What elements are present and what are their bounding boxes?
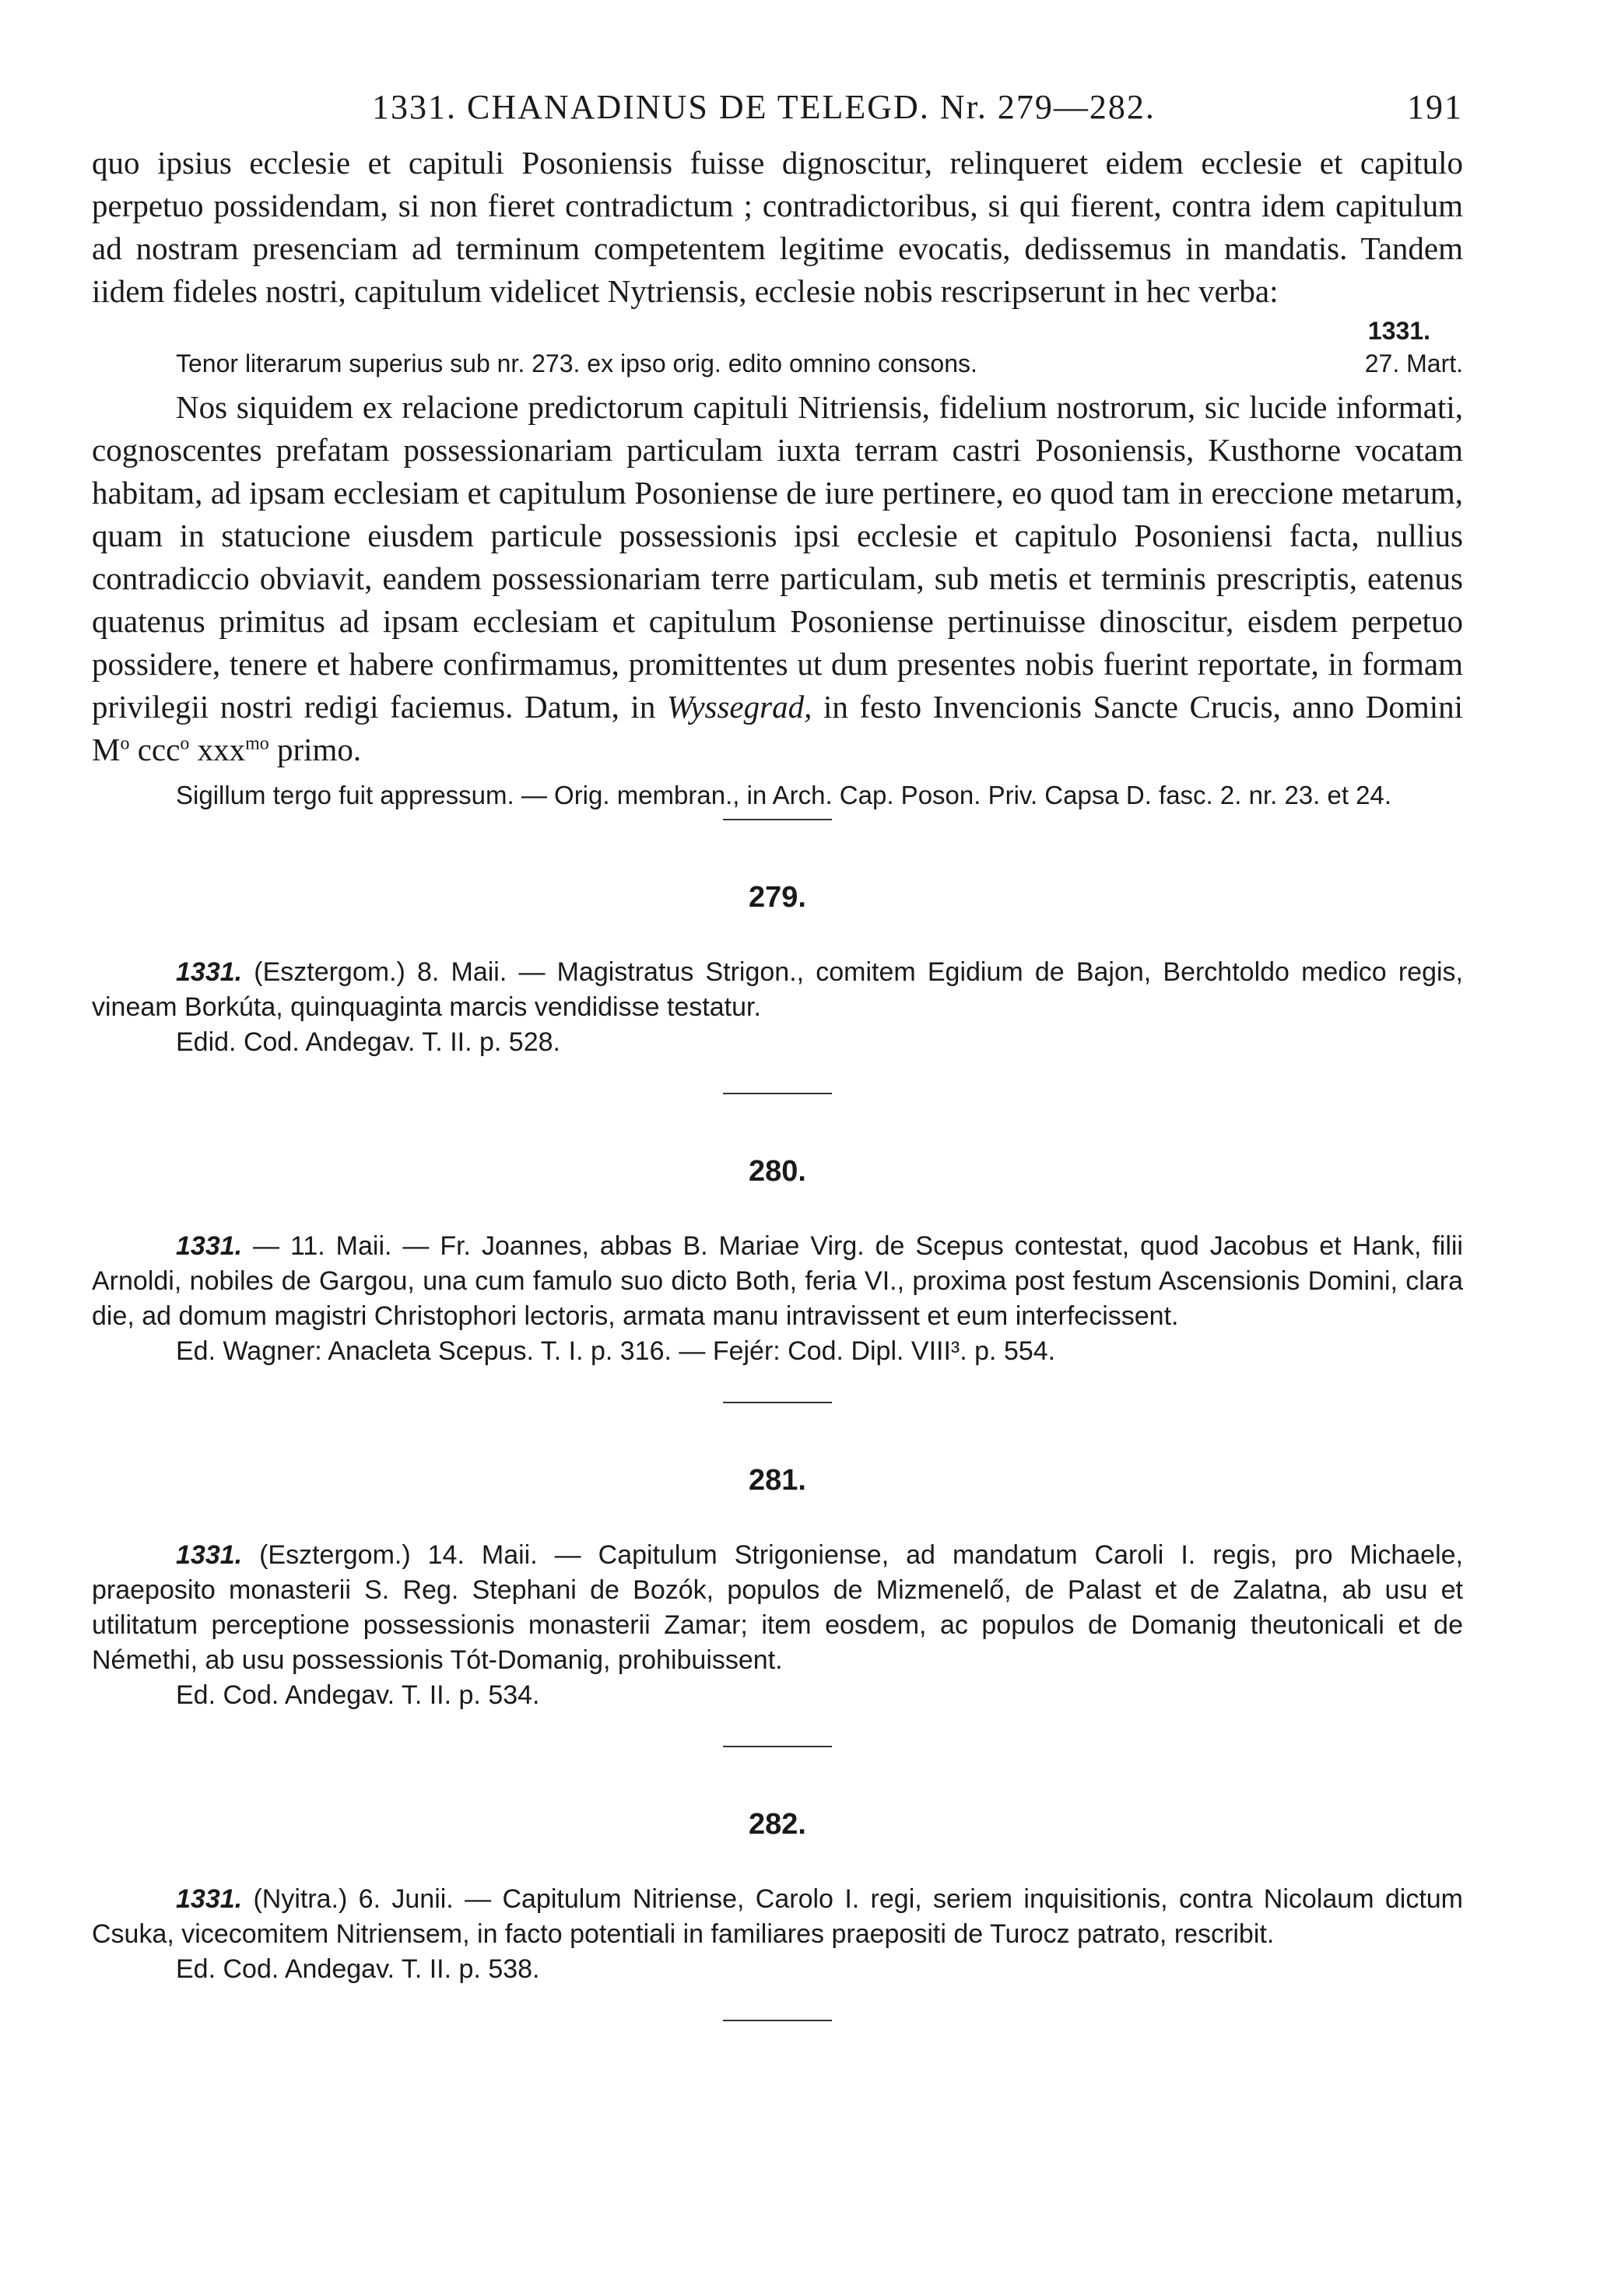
divider bbox=[723, 2020, 832, 2021]
numeral: primo. bbox=[268, 732, 362, 767]
continued-paragraph: quo ipsius ecclesie et capituli Posoniensis fuisse dignoscitur, relinqueret eidem ecclesie et capitulo perpetuo possidendam, si non fieret contradictum ; contradictoribus, si qui fierent, contra idem capitulum ad nostram presenciam ad terminum competentem legitime evocatis, dedissemus in mandatis. Tandem iidem fideles nostri, capitulum videlicet Nytriensis, ecclesie nobis rescripserunt in hec verba: bbox=[92, 145, 1463, 309]
entry-279 bbox=[92, 955, 1463, 1060]
entry-282 bbox=[92, 1882, 1463, 1987]
entry-year: 1331. bbox=[176, 1231, 243, 1261]
divider bbox=[723, 1402, 832, 1403]
entry-body: — 11. Maii. — Fr. Joannes, abbas B. Mariae Virg. de Scepus contestat, quod Jacobus et Hank, filii Arnoldi, nobiles de Gargou, una cum famulo suo dicto Both, feria VI., proxima post festum Ascensionis Domini, clara die, ad domum magistri Christophori lectoris, armata manu intravissent et eum interfecissent. bbox=[92, 1231, 1463, 1331]
entry-body: (Esztergom.) 8. Maii. — Magistratus Strigon., comitem Egidium de Bajon, Berchtoldo medico regis, vineam Borkúta, quinquaginta marcis vendidisse testatur. bbox=[92, 957, 1463, 1022]
header-title: 1331. CHANADINUS DE TELEGD. Nr. 279—282. bbox=[372, 88, 1156, 126]
tenor-year: 1331. bbox=[1367, 317, 1430, 345]
entry-text bbox=[92, 955, 1463, 1025]
superscript: o bbox=[120, 733, 130, 754]
running-header bbox=[92, 87, 1463, 142]
entry-number: 280. bbox=[749, 1155, 806, 1188]
entry-text bbox=[92, 1229, 1463, 1334]
entry-body: (Nyitra.) 6. Junii. — Capitulum Nitriense, Carolo I. regi, seriem inquisitionis, contra Nicolaum dictum Csuka, vicecomitem Nitriensem, in facto potentiali in familiares praepositi de Turocz patrato, rescribit. bbox=[92, 1884, 1463, 1949]
entry-body: (Esztergom.) 14. Maii. — Capitulum Strigoniense, ad mandatum Caroli I. regis, pro Michaele, praeposito monasterii S. Reg. Stephani de Bozók, populos de Mizmenelő, de Palast et de Zalatna, ab usu et utilitatum perceptione possessionis monasterii Zamar; item eosdem, ac populos de Domanig theutonicali et de Némethi, ab usu possessionis Tót-Domanig, prohibuissent. bbox=[92, 1540, 1463, 1675]
continued-text bbox=[92, 142, 1463, 313]
entry-280 bbox=[92, 1229, 1463, 1369]
main-paragraph bbox=[92, 386, 1463, 771]
entry-number: 281. bbox=[749, 1464, 806, 1497]
main-paragraph-text: Nos siquidem ex relacione predictorum capituli Nitriensis, fidelium nostrorum, sic lucide informati, cognoscentes prefatam possessionariam particulam iuxta terram castri Posoniensis, Kusthorne vocatam habitam, ad ipsam ecclesiam et capitulum Posoniense de iure pertinere, eo quod tam in ereccione metarum, quam in statucione eiusdem particule possessionis ipsi ecclesie et capitulo Posoniensi facta, nullius contradiccio obviavit, eandem possessionariam terre particulam, sub metis et terminis prescriptis, eatenus quatenus primitus ad ipsam ecclesiam et capitulum Posoniense pertinuisse dinoscitur, eisdem perpetuo possidere, tenere et habere confirmamus, promittentes ut dum presentes nobis fuerint reportate, in formam privilegii nostri redigi faciemus. Datum, in bbox=[92, 389, 1463, 725]
entry-281 bbox=[92, 1538, 1463, 1713]
tenor-note bbox=[92, 314, 1463, 386]
entry-year: 1331. bbox=[176, 1884, 243, 1914]
divider bbox=[723, 819, 832, 820]
divider bbox=[723, 1093, 832, 1094]
entry-text bbox=[92, 1882, 1463, 1952]
numeral: xxx bbox=[189, 732, 246, 767]
numeral: ccc bbox=[129, 732, 181, 767]
tenor-date: 27. Mart. bbox=[1364, 349, 1463, 377]
divider bbox=[723, 1746, 832, 1747]
page bbox=[92, 87, 1463, 2021]
entry-number: 282. bbox=[749, 1808, 806, 1841]
entry-year: 1331. bbox=[176, 957, 243, 987]
superscript: o bbox=[180, 733, 190, 754]
sigillum-note: Sigillum tergo fuit appressum. — Orig. membran., in Arch. Cap. Poson. Priv. Capsa D. fasc. 2. nr. 23. et 24. bbox=[176, 781, 1392, 809]
tenor-text: Tenor literarum superius sub nr. 273. ex ipso orig. edito omnino consons. bbox=[176, 349, 977, 377]
entry-number: 279. bbox=[749, 881, 806, 914]
entry-edition: Ed. Cod. Andegav. T. II. p. 534. bbox=[176, 1680, 540, 1710]
entry-year: 1331. bbox=[176, 1540, 243, 1570]
place-name: Wyssegrad, bbox=[666, 689, 812, 725]
main-text bbox=[92, 386, 1463, 771]
page-number: 191 bbox=[1407, 88, 1463, 126]
entry-text bbox=[92, 1538, 1463, 1678]
entry-edition: Edid. Cod. Andegav. T. II. p. 528. bbox=[176, 1027, 560, 1057]
entry-edition: Ed. Wagner: Anacleta Scepus. T. I. p. 316. — Fejér: Cod. Dipl. VIII³. p. 554. bbox=[176, 1336, 1056, 1366]
main-paragraph-date: in festo Invencionis Sancte Crucis, anno Domini M bbox=[92, 689, 1464, 767]
source-note bbox=[92, 778, 1463, 813]
superscript: mo bbox=[245, 733, 269, 754]
entry-edition: Ed. Cod. Andegav. T. II. p. 538. bbox=[176, 1954, 540, 1984]
